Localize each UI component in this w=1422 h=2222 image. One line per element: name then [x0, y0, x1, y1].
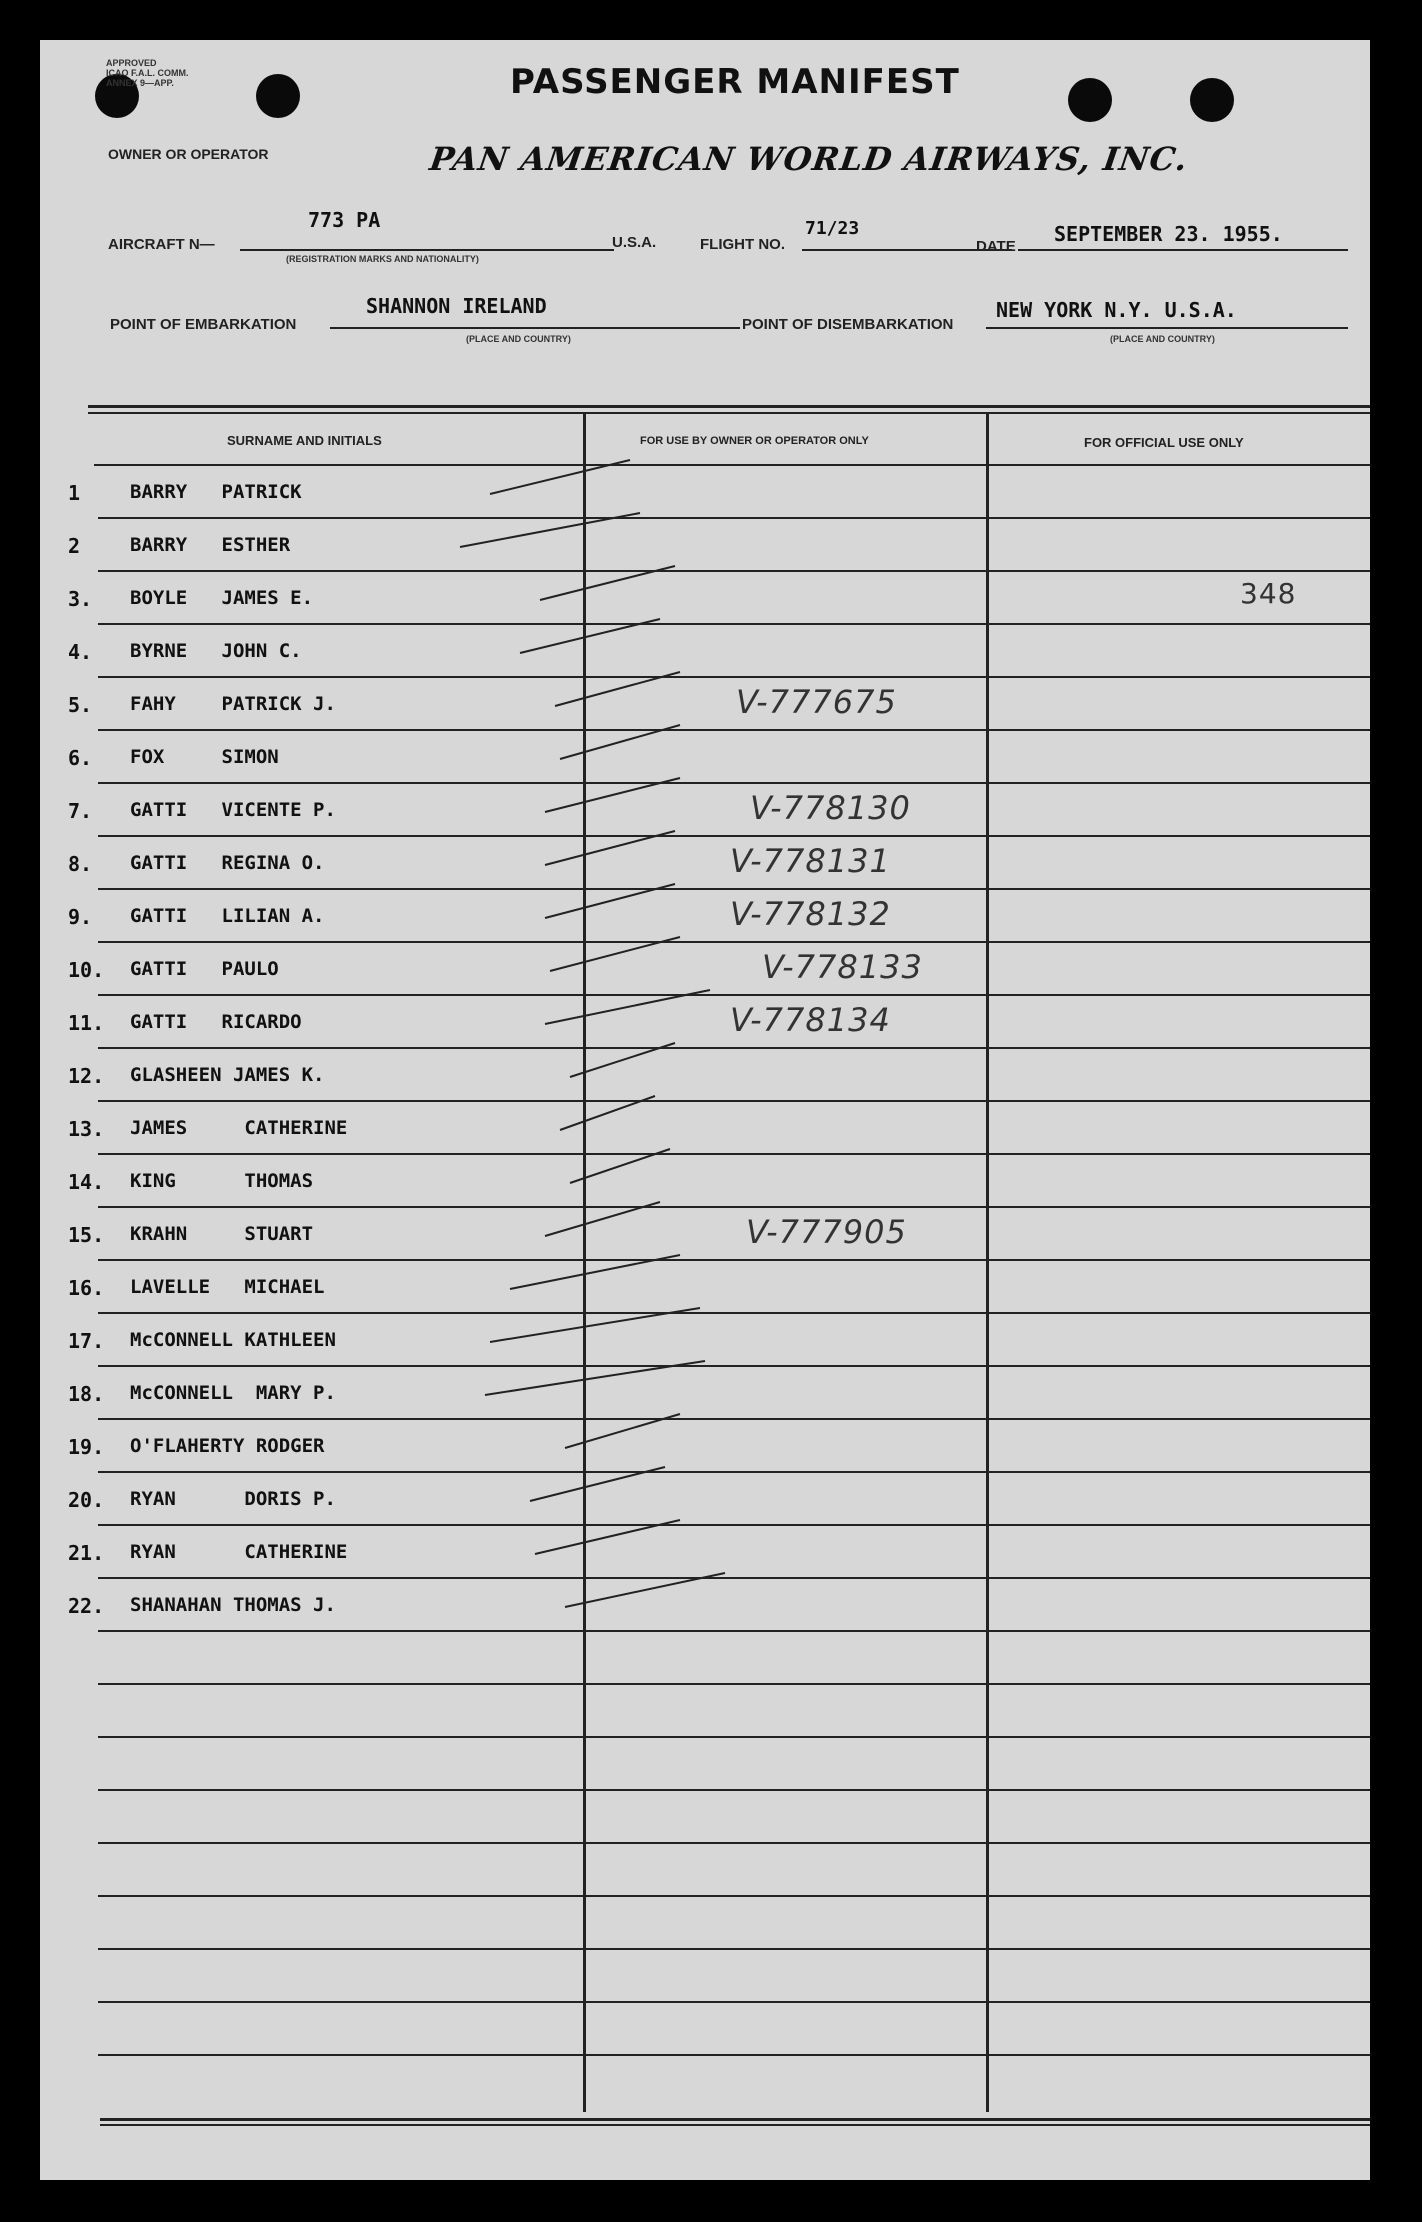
row-number: 22.	[68, 1594, 105, 1618]
passenger-name: GATTI VICENTE P.	[130, 799, 336, 821]
check-mark	[490, 460, 630, 494]
passenger-name: BARRY PATRICK	[130, 481, 302, 503]
passenger-name: McCONNELL MARY P.	[130, 1382, 336, 1404]
passenger-name: RYAN DORIS P.	[130, 1488, 336, 1510]
check-mark	[545, 831, 675, 865]
visa-number: V-778130	[750, 789, 911, 827]
visa-number: V-777905	[746, 1213, 907, 1251]
row-number: 15.	[68, 1223, 105, 1247]
row-number: 1	[68, 481, 81, 505]
row-number: 16.	[68, 1276, 105, 1300]
official-note: 348	[1240, 577, 1297, 610]
passenger-name: FOX SIMON	[130, 746, 279, 768]
row-number: 21.	[68, 1541, 105, 1565]
check-mark	[570, 1043, 675, 1077]
passenger-name: SHANAHAN THOMAS J.	[130, 1594, 336, 1616]
visa-number: V-778131	[730, 842, 891, 880]
row-number: 7.	[68, 799, 93, 823]
check-mark	[460, 513, 640, 547]
check-mark	[530, 1467, 665, 1501]
row-number: 5.	[68, 693, 93, 717]
passenger-name: BYRNE JOHN C.	[130, 640, 302, 662]
flight-value: 71/23	[805, 218, 860, 239]
visa-number: V-778132	[730, 895, 891, 933]
disembarkation-value: NEW YORK N.Y. U.S.A.	[996, 298, 1237, 322]
column-header-owner: FOR USE BY OWNER OR OPERATOR ONLY	[640, 435, 869, 447]
column-header-official: FOR OFFICIAL USE ONLY	[1084, 435, 1244, 450]
approval-line-1: APPROVED	[106, 58, 157, 68]
passenger-name: KING THOMAS	[130, 1170, 314, 1192]
row-number: 2	[68, 534, 81, 558]
column-header-surname: SURNAME AND INITIALS	[227, 433, 382, 448]
aircraft-sublabel: (REGISTRATION MARKS AND NATIONALITY)	[286, 254, 479, 264]
disembarkation-sublabel: (PLACE AND COUNTRY)	[1110, 334, 1215, 344]
page-title: PASSENGER MANIFEST	[510, 62, 960, 102]
visa-number: V-777675	[736, 683, 897, 721]
row-number: 13.	[68, 1117, 105, 1141]
manifest-page	[40, 40, 1370, 2180]
aircraft-value: 773 PA	[308, 208, 381, 232]
passenger-name: GATTI PAULO	[130, 958, 279, 980]
date-label: DATE	[976, 238, 1016, 255]
passenger-name: LAVELLE MICHAEL	[130, 1276, 325, 1298]
check-mark	[555, 672, 680, 706]
row-number: 18.	[68, 1382, 105, 1406]
passenger-name: GATTI LILIAN A.	[130, 905, 325, 927]
check-mark	[535, 1520, 680, 1554]
embarkation-label: POINT OF EMBARKATION	[110, 316, 297, 333]
company-name: PAN AMERICAN WORLD AIRWAYS, INC.	[427, 140, 1191, 178]
visa-number: V-778134	[730, 1001, 891, 1039]
passenger-name: FAHY PATRICK J.	[130, 693, 336, 715]
passenger-name: BOYLE JAMES E.	[130, 587, 314, 609]
row-number: 6.	[68, 746, 93, 770]
check-mark	[545, 778, 680, 812]
visa-number: V-778133	[762, 948, 923, 986]
check-mark	[490, 1308, 700, 1342]
row-number: 20.	[68, 1488, 105, 1512]
row-number: 3.	[68, 587, 93, 611]
check-mark	[565, 1414, 680, 1448]
check-mark	[545, 1202, 660, 1236]
check-marks	[40, 40, 1370, 2180]
check-mark	[570, 1149, 670, 1183]
row-number: 9.	[68, 905, 93, 929]
check-mark	[565, 1573, 725, 1607]
row-number: 19.	[68, 1435, 105, 1459]
row-number: 14.	[68, 1170, 105, 1194]
embarkation-sublabel: (PLACE AND COUNTRY)	[466, 334, 571, 344]
passenger-name: RYAN CATHERINE	[130, 1541, 348, 1563]
date-value: SEPTEMBER 23. 1955.	[1054, 222, 1283, 246]
row-number: 4.	[68, 640, 93, 664]
aircraft-label: AIRCRAFT N—	[108, 236, 215, 253]
approval-line-3: ANNEX 9—APP.	[106, 78, 174, 88]
flight-label: FLIGHT NO.	[700, 236, 785, 253]
passenger-name: GATTI REGINA O.	[130, 852, 325, 874]
passenger-name: GLASHEEN JAMES K.	[130, 1064, 325, 1086]
passenger-name: JAMES CATHERINE	[130, 1117, 348, 1139]
check-mark	[550, 937, 680, 971]
passenger-name: GATTI RICARDO	[130, 1011, 302, 1033]
approval-line-2: ICAO F.A.L. COMM.	[106, 68, 189, 78]
usa-label: U.S.A.	[612, 234, 657, 251]
row-number: 11.	[68, 1011, 105, 1035]
check-mark	[510, 1255, 680, 1289]
check-mark	[560, 1096, 655, 1130]
check-mark	[485, 1361, 705, 1395]
passenger-name: KRAHN STUART	[130, 1223, 314, 1245]
embarkation-value: SHANNON IRELAND	[366, 294, 547, 318]
row-number: 10.	[68, 958, 105, 982]
check-mark	[540, 566, 675, 600]
row-number: 17.	[68, 1329, 105, 1353]
disembarkation-label: POINT OF DISEMBARKATION	[742, 316, 954, 333]
row-number: 12.	[68, 1064, 105, 1088]
check-mark	[545, 884, 675, 918]
check-mark	[560, 725, 680, 759]
passenger-name: O'FLAHERTY RODGER	[130, 1435, 325, 1457]
passenger-name: BARRY ESTHER	[130, 534, 291, 556]
check-mark	[545, 990, 710, 1024]
check-mark	[520, 619, 660, 653]
passenger-name: McCONNELL KATHLEEN	[130, 1329, 336, 1351]
owner-label: OWNER OR OPERATOR	[108, 146, 269, 162]
row-number: 8.	[68, 852, 93, 876]
